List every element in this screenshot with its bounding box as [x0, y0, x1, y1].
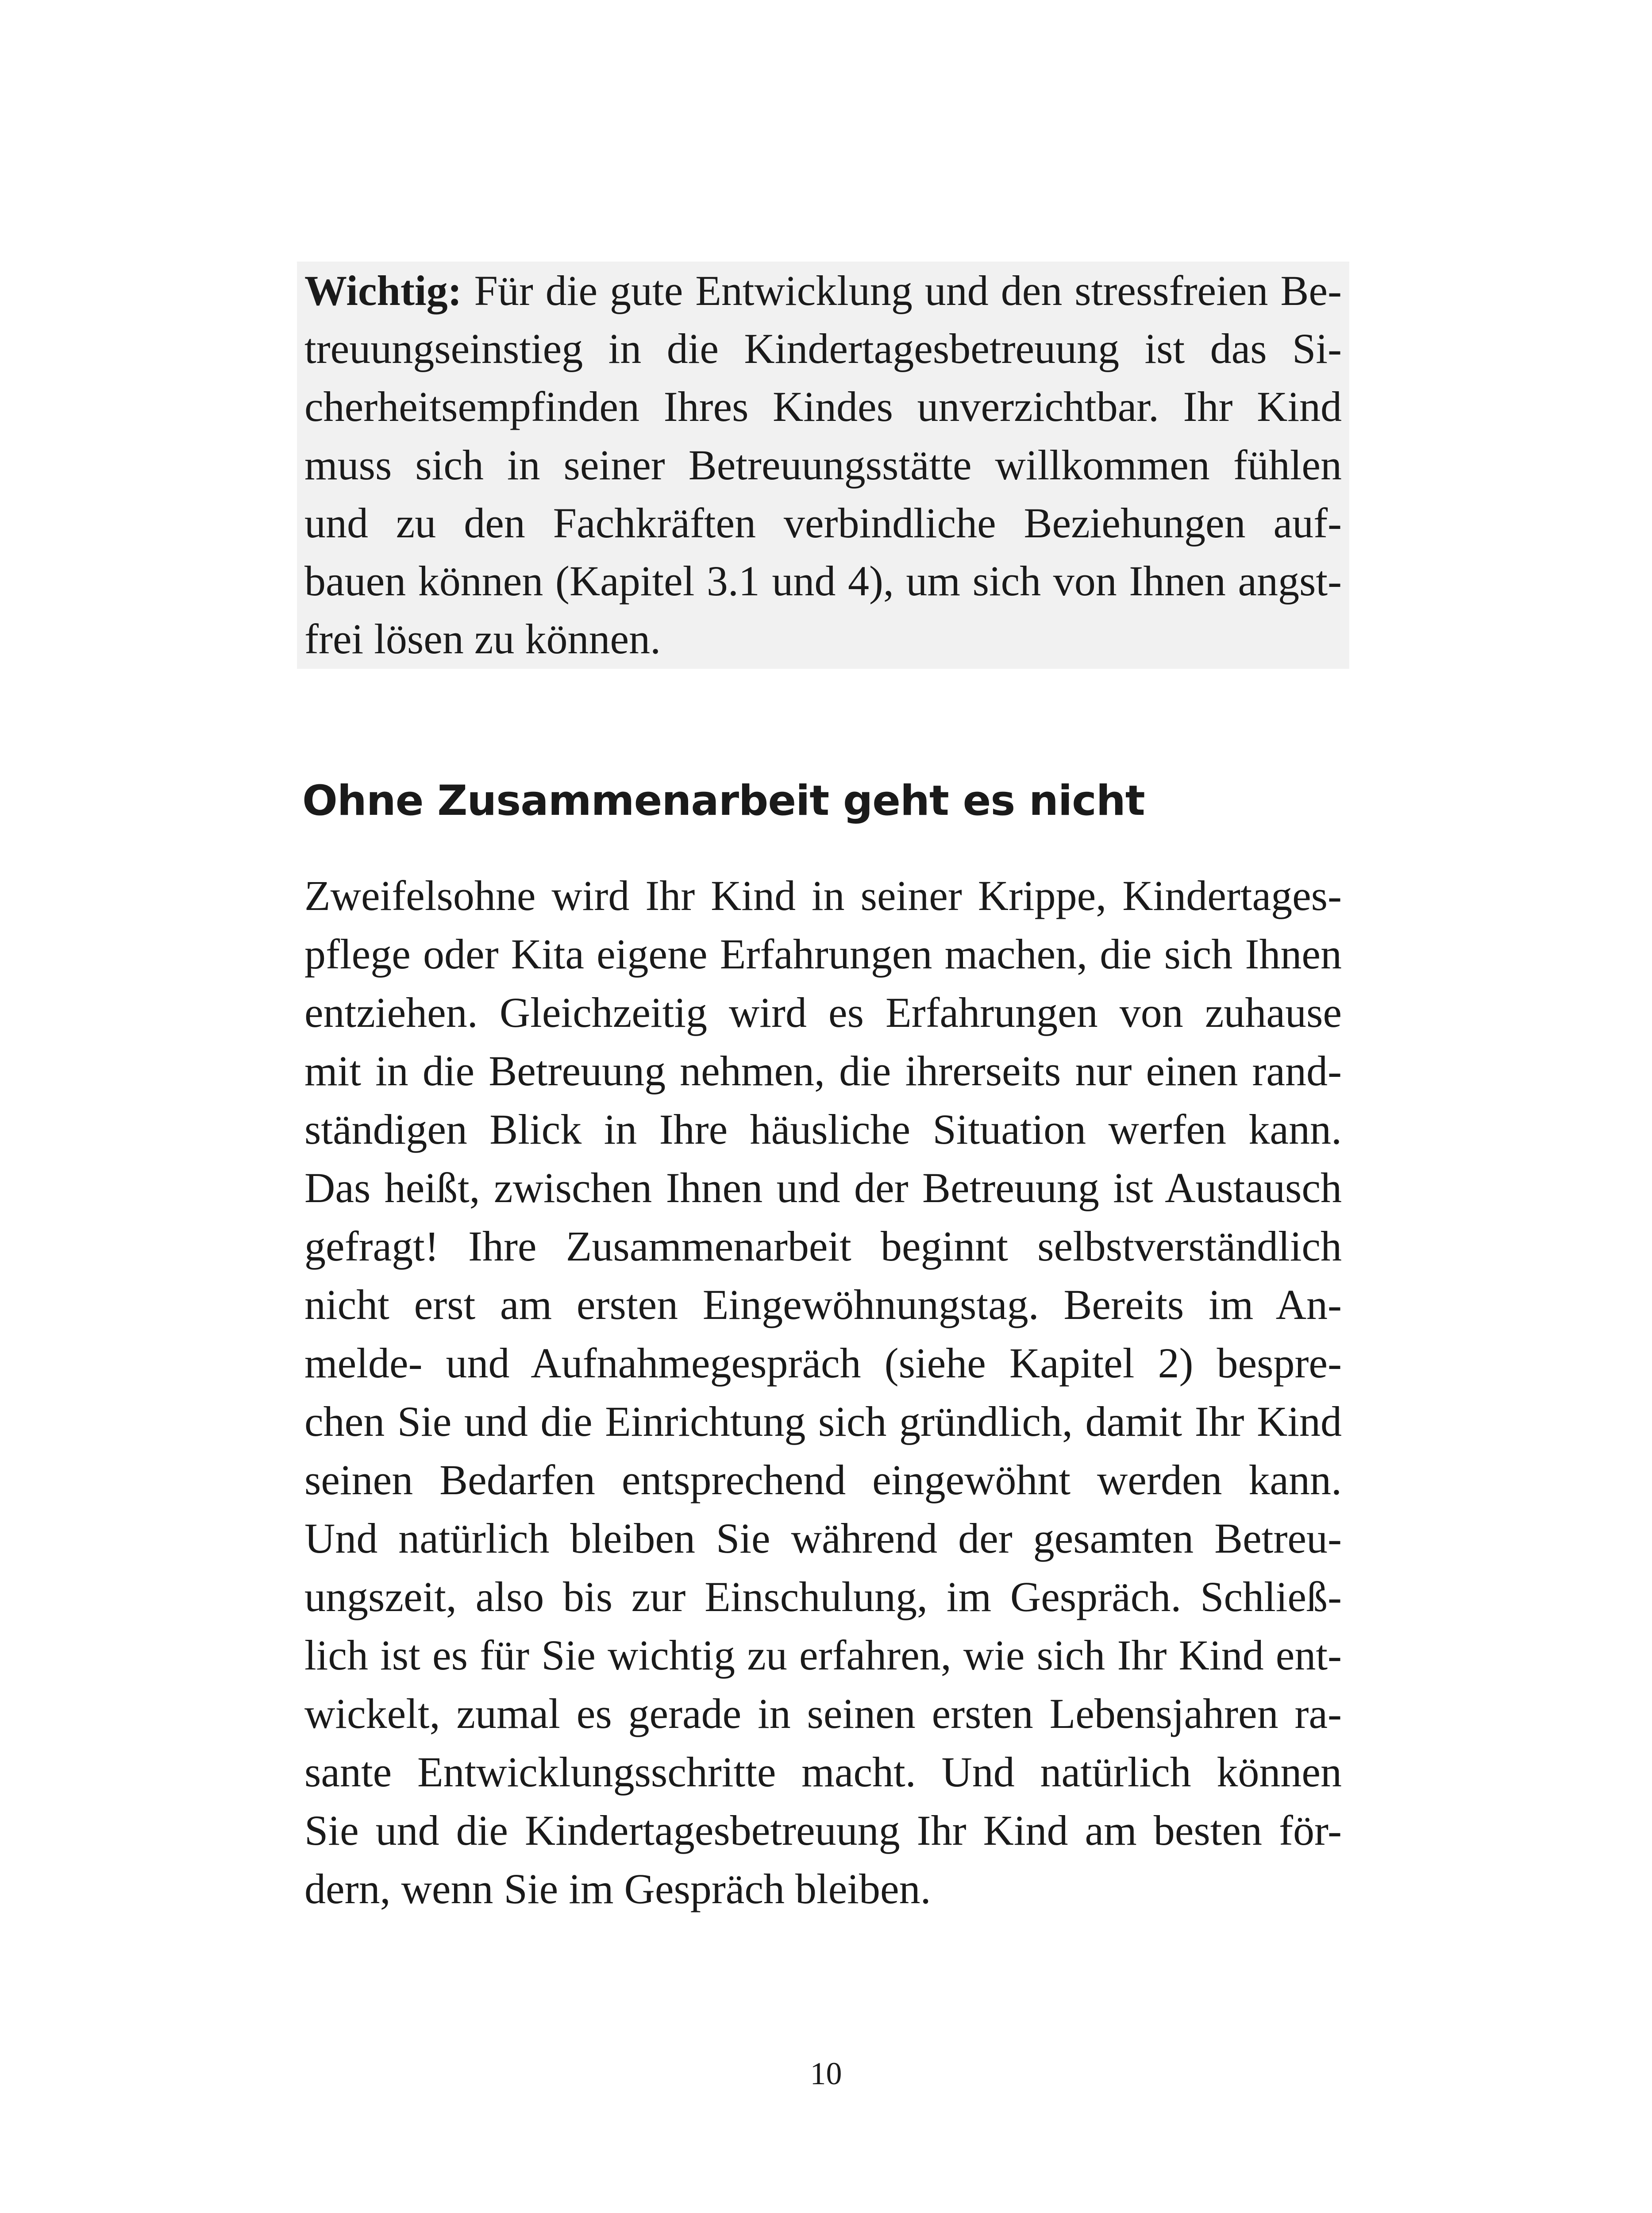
body-line: sante Entwicklungsschritte macht. Und natürlich können — [304, 1748, 1342, 1796]
body-line: lich ist es für Sie wichtig zu erfahren, wie sich Ihr Kind ent- — [304, 1631, 1342, 1679]
body-line: gefragt! Ihre Zusammenarbeit beginnt selbstverständlich — [304, 1222, 1342, 1270]
note-line: muss sich in seiner Betreuungsstätte willkommen fühlen — [304, 441, 1342, 489]
body-line: Zweifelsohne wird Ihr Kind in seiner Krippe, Kindertages- — [304, 872, 1342, 919]
body-line: wickelt, zumal es gerade in seinen ersten Lebensjahren ra- — [304, 1690, 1342, 1737]
page-number: 10 — [810, 2056, 842, 2091]
body-line: mit in die Betreuung nehmen, die ihrerseits nur einen rand- — [304, 1047, 1342, 1095]
body-line: chen Sie und die Einrichtung sich gründlich, damit Ihr Kind — [304, 1398, 1342, 1445]
body-line: Und natürlich bleiben Sie während der gesamten Betreu- — [304, 1515, 1342, 1562]
body-line: seinen Bedarfen entsprechend eingewöhnt werden kann. — [304, 1456, 1342, 1504]
body-line: pflege oder Kita eigene Erfahrungen machen, die sich Ihnen — [304, 930, 1342, 978]
body-line: nicht erst am ersten Eingewöhnungstag. Bereits im An- — [304, 1281, 1342, 1328]
note-line: frei lösen zu können. — [304, 615, 661, 663]
note-line: Wichtig: Für die gute Entwicklung und den stressfreien Be- — [304, 267, 1342, 314]
body-line: entziehen. Gleichzeitig wird es Erfahrungen von zuhause — [304, 989, 1342, 1036]
note-line: cherheitsempfinden Ihres Kindes unverzichtbar. Ihr Kind — [304, 383, 1342, 430]
note-line: und zu den Fachkräften verbindliche Beziehungen auf- — [304, 499, 1342, 547]
body-line: dern, wenn Sie im Gespräch bleiben. — [304, 1865, 931, 1912]
body-line: melde- und Aufnahmegespräch (siehe Kapitel 2) bespre- — [304, 1339, 1342, 1387]
body-line: ungszeit, also bis zur Einschulung, im Gespräch. Schließ- — [304, 1573, 1342, 1620]
note-lead-label: Wichtig: — [304, 267, 462, 314]
section-heading: Ohne Zusammenarbeit geht es nicht — [302, 777, 1145, 825]
note-line: treuungseinstieg in die Kindertagesbetreuung ist das Si- — [304, 325, 1342, 372]
body-line: Sie und die Kindertagesbetreuung Ihr Kind am besten för- — [304, 1807, 1342, 1854]
body-line: ständigen Blick in Ihre häusliche Situation werfen kann. — [304, 1106, 1342, 1153]
body-line: Das heißt, zwischen Ihnen und der Betreuung ist Austausch — [304, 1164, 1342, 1211]
note-line: bauen können (Kapitel 3.1 und 4), um sich von Ihnen angst- — [304, 557, 1342, 605]
